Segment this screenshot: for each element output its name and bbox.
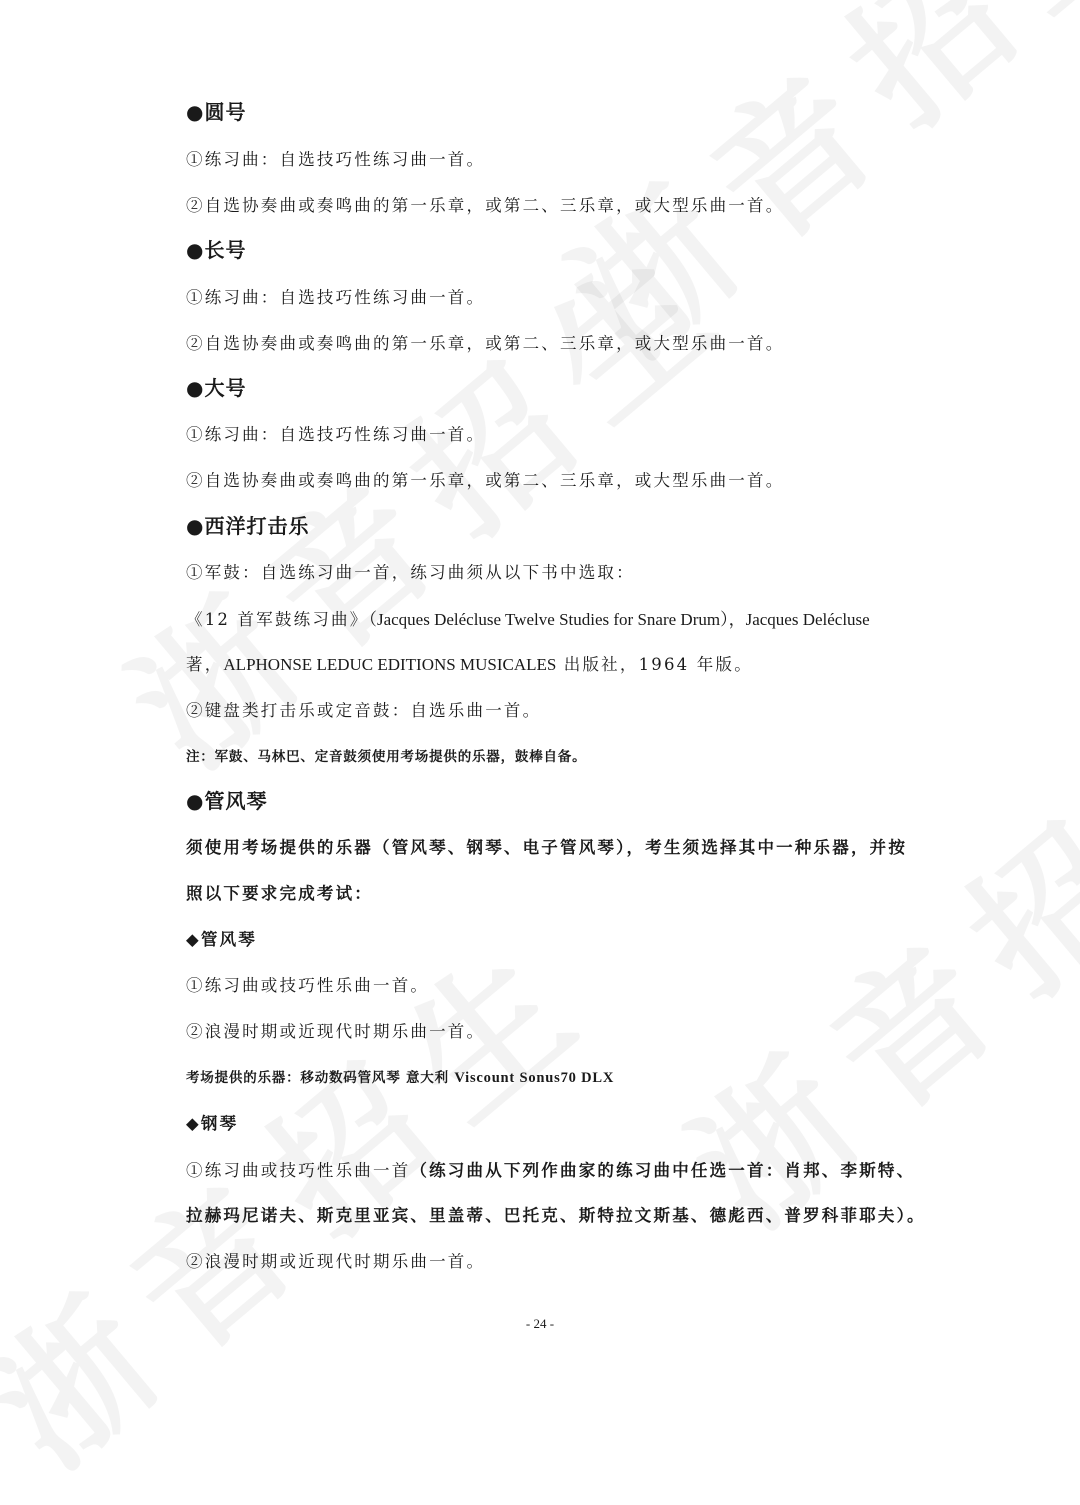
piano-composer-list-cont: 拉赫玛尼诺夫、斯克里亚宾、里盖蒂、巴托克、斯特拉文斯基、德彪西、普罗科菲耶夫）。 bbox=[186, 1206, 926, 1225]
note-text bbox=[186, 1066, 614, 1087]
subsection-title-organ: ◆管风琴 bbox=[186, 930, 257, 949]
book-author-suffix: 著， bbox=[186, 655, 224, 674]
note-text: 注：军鼓、马林巴、定音鼓须使用考场提供的乐器，鼓棒自备。 bbox=[186, 749, 587, 765]
page-number: - 24 - bbox=[525, 1316, 555, 1331]
list-item: ②浪漫时期或近现代时期乐曲一首。 bbox=[186, 1252, 486, 1271]
list-item: ②自选协奏曲或奏鸣曲的第一乐章，或第二、三乐章，或大型乐曲一首。 bbox=[186, 334, 785, 353]
book-title-latin: （Jacques Delécluse Twelve Studies for Snare Drum），Jacques Delécluse bbox=[368, 610, 870, 629]
note-label: 考场提供的乐器：移动数码管风琴 意大利 bbox=[186, 1070, 455, 1086]
list-item: ①练习曲：自选技巧性练习曲一首。 bbox=[186, 425, 486, 444]
list-item: ②自选协奏曲或奏鸣曲的第一乐章，或第二、三乐章，或大型乐曲一首。 bbox=[186, 471, 785, 490]
list-item: ①练习曲或技巧性乐曲一首。 bbox=[186, 976, 430, 995]
list-item bbox=[186, 1157, 915, 1181]
section-title-percussion: ●西洋打击乐 bbox=[186, 514, 310, 538]
list-item: ①练习曲：自选技巧性练习曲一首。 bbox=[186, 288, 486, 307]
list-item: ②键盘类打击乐或定音鼓：自选乐曲一首。 bbox=[186, 701, 542, 720]
instrument-model: Viscount Sonus70 DLX bbox=[454, 1070, 615, 1086]
piano-composer-list: （练习曲从下列作曲家的练习曲中任选一首：肖邦、李斯特、 bbox=[410, 1161, 916, 1180]
section-title-yuanhao: ●圆号 bbox=[186, 100, 247, 124]
organ-intro-line2: 照以下要求完成考试： bbox=[186, 884, 373, 903]
book-title: 《12 首军鼓练习曲》 bbox=[186, 610, 369, 629]
list-item: ①军鼓：自选练习曲一首，练习曲须从以下书中选取： bbox=[186, 563, 635, 582]
list-item: ①练习曲：自选技巧性练习曲一首。 bbox=[186, 150, 486, 169]
book-reference-line1 bbox=[186, 605, 870, 630]
list-item: ②自选协奏曲或奏鸣曲的第一乐章，或第二、三乐章，或大型乐曲一首。 bbox=[186, 196, 785, 215]
organ-intro-line1: 须使用考场提供的乐器（管风琴、钢琴、电子管风琴），考生须选择其中一种乐器，并按 bbox=[186, 838, 908, 857]
list-item: ②浪漫时期或近现代时期乐曲一首。 bbox=[186, 1022, 486, 1041]
piano-item1-text: ①练习曲或技巧性乐曲一首 bbox=[186, 1161, 411, 1180]
publication-info: 出版社，1964 年版。 bbox=[556, 655, 753, 674]
subsection-title-piano: ◆钢琴 bbox=[186, 1114, 239, 1133]
book-reference-line2 bbox=[186, 651, 753, 675]
section-title-changhao: ●长号 bbox=[186, 238, 247, 262]
publisher-name: ALPHONSE LEDUC EDITIONS MUSICALES bbox=[223, 655, 557, 674]
section-title-dahao: ●大号 bbox=[186, 376, 247, 400]
section-title-organ: ●管风琴 bbox=[186, 789, 268, 813]
